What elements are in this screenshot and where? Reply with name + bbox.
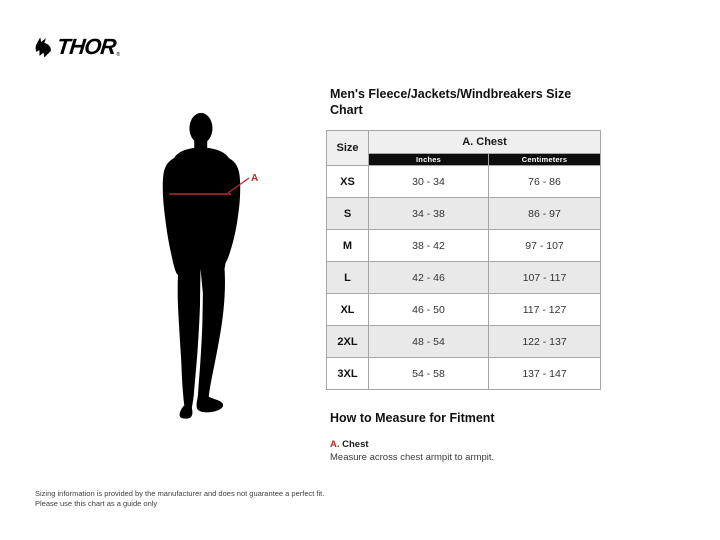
disclaimer-line-1: Sizing information is provided by the manufacturer and does not guarantee a perfect fit. [35,489,325,498]
column-header-centimeters: Centimeters [489,154,601,166]
inches-cell: 38 - 42 [369,230,489,262]
inches-cell: 34 - 38 [369,198,489,230]
measure-item-letter: A. [330,439,340,450]
inches-cell: 42 - 46 [369,262,489,294]
column-header-size: Size [327,131,369,166]
size-cell: 3XL [327,358,369,390]
male-silhouette-figure [140,100,280,430]
page-title: Men's Fleece/Jackets/Windbreakers Size Chart [330,87,572,117]
table-row [327,198,601,230]
thor-helmet-icon [33,34,54,60]
table-row [327,294,601,326]
table-row [327,230,601,262]
inches-cell: 30 - 34 [369,166,489,198]
male-silhouette [163,113,240,419]
centimeters-cell: 76 - 86 [489,166,601,198]
size-cell: M [327,230,369,262]
centimeters-cell: 97 - 107 [489,230,601,262]
table-header-row [327,131,601,154]
centimeters-cell: 107 - 117 [489,262,601,294]
centimeters-cell: 122 - 137 [489,326,601,358]
measure-item-description: Measure across chest armpit to armpit. [330,452,495,463]
centimeters-cell: 117 - 127 [489,294,601,326]
size-chart-table [326,130,601,390]
table-row [327,262,601,294]
measure-item-name: Chest [342,439,369,450]
column-header-inches: Inches [369,154,489,166]
measure-item-label [330,439,600,450]
inches-cell: 54 - 58 [369,358,489,390]
size-cell: L [327,262,369,294]
centimeters-cell: 86 - 97 [489,198,601,230]
brand-logo [33,34,120,60]
size-cell: XS [327,166,369,198]
disclaimer-line-2: Please use this chart as a guide only [35,498,158,508]
table-row [327,358,601,390]
table-row [327,166,601,198]
chest-marker-label: A [251,173,259,184]
size-cell: XL [327,294,369,326]
size-chart-panel [326,86,600,464]
inches-cell: 46 - 50 [369,294,489,326]
table-row [327,326,601,358]
table-subheader-row [327,154,601,166]
disclaimer [35,489,324,508]
size-cell: 2XL [327,326,369,358]
registered-mark: ® [116,52,121,58]
size-cell: S [327,198,369,230]
centimeters-cell: 137 - 147 [489,358,601,390]
measure-guide-heading: How to Measure for Fitment [330,411,495,425]
inches-cell: 48 - 54 [369,326,489,358]
brand-wordmark: THOR [55,34,117,59]
column-header-chest-group: A. Chest [369,131,601,154]
